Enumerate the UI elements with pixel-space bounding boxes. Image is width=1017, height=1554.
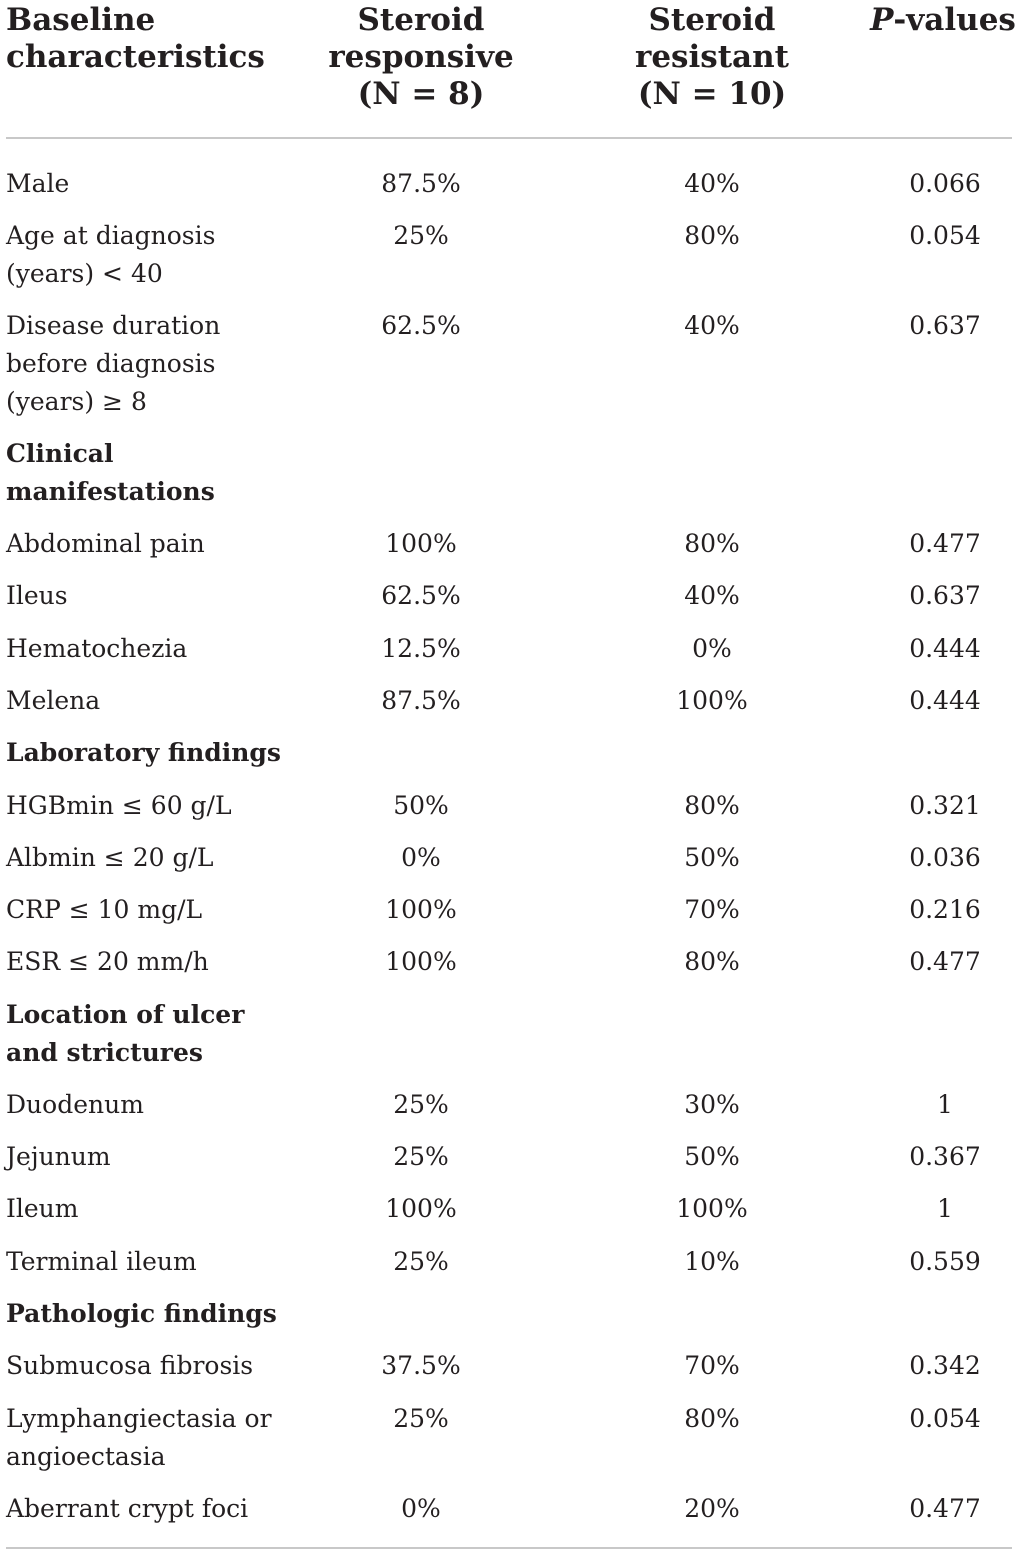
header-p-values: [858, 2, 1017, 39]
label-line: angioectasia: [6, 1441, 166, 1471]
responsive-value: 100%: [385, 529, 457, 558]
responsive-value: 37.5%: [381, 1351, 461, 1381]
p-value: 0.444: [909, 633, 981, 663]
label-line: ESR ≤ 20 mm/h: [6, 947, 209, 977]
label-line: Age at diagnosis: [6, 221, 216, 251]
p-value: 0.637: [909, 311, 981, 341]
p-value: 1: [937, 1194, 953, 1224]
header-line: Steroid: [357, 2, 485, 38]
label-line: Abdominal pain: [6, 529, 205, 558]
label-line: Hematochezia: [6, 633, 188, 663]
label-line: Pathologic findings: [6, 1298, 277, 1328]
responsive-value: 100%: [385, 895, 457, 925]
responsive-value: 100%: [385, 947, 457, 977]
resistant-value: 30%: [684, 1089, 740, 1119]
resistant-value: 80%: [684, 529, 740, 558]
header-line: [858, 2, 1017, 39]
resistant-value: 40%: [684, 169, 740, 198]
row-label: [6, 525, 306, 563]
header-steroid-resistant: [592, 2, 832, 113]
p-value: 0.444: [909, 685, 981, 715]
row-label: [6, 682, 306, 720]
p-value: 0.036: [909, 842, 981, 872]
label-line: (years) < 40: [6, 259, 163, 289]
row-label: [6, 1190, 306, 1228]
label-line: CRP ≤ 10 mg/L: [6, 895, 203, 925]
row-label: [6, 1243, 306, 1281]
resistant-value: 50%: [684, 1142, 740, 1171]
resistant-value: 50%: [684, 842, 740, 872]
label-line: Jejunum: [6, 1142, 111, 1171]
header-line: resistant: [634, 39, 789, 75]
label-line: Lymphangiectasia or: [6, 1403, 272, 1433]
responsive-value: 25%: [393, 1142, 449, 1171]
responsive-value: 25%: [393, 1403, 449, 1433]
row-label: [6, 1400, 306, 1476]
row-label: [6, 891, 306, 929]
responsive-value: 87.5%: [381, 685, 461, 715]
label-line: Aberrant crypt foci: [6, 1493, 249, 1523]
p-value: 0.477: [909, 947, 981, 977]
label-line: Ileus: [6, 581, 68, 611]
responsive-value: 0%: [401, 842, 441, 872]
responsive-value: 25%: [393, 1246, 449, 1276]
resistant-value: 80%: [684, 221, 740, 251]
row-label: [6, 1086, 306, 1124]
label-line: before diagnosis: [6, 349, 216, 379]
label-line: Terminal ileum: [6, 1246, 197, 1276]
p-value: 0.637: [909, 581, 981, 611]
resistant-value: 0%: [692, 633, 732, 663]
label-line: and strictures: [6, 1037, 203, 1067]
label-line: Albmin ≤ 20 g/L: [6, 842, 214, 872]
label-line: manifestations: [6, 477, 215, 506]
header-baseline-characteristics: [6, 2, 326, 76]
responsive-value: 0%: [401, 1493, 441, 1523]
label-line: Duodenum: [6, 1089, 144, 1119]
row-label: [6, 1490, 306, 1528]
resistant-value: 80%: [684, 947, 740, 977]
responsive-value: 87.5%: [381, 169, 461, 198]
row-label: [6, 217, 306, 293]
row-label: [6, 577, 306, 615]
p-value: 0.367: [909, 1142, 981, 1171]
resistant-value: 20%: [684, 1493, 740, 1523]
resistant-value: 80%: [684, 790, 740, 820]
label-line: Clinical: [6, 439, 114, 468]
label-line: Male: [6, 169, 70, 198]
responsive-value: 25%: [393, 221, 449, 251]
section-label: [6, 435, 306, 511]
p-value: 0.054: [909, 221, 981, 251]
p-value: 0.559: [909, 1246, 981, 1276]
row-label: [6, 165, 306, 203]
row-label: [6, 1138, 306, 1176]
label-line: Disease duration: [6, 311, 221, 341]
p-value: 0.342: [909, 1351, 981, 1381]
header-line: (N = 10): [637, 76, 787, 112]
footer-rule: [6, 1547, 1012, 1549]
header-line: Steroid: [648, 2, 776, 38]
row-label: [6, 839, 306, 877]
resistant-value: 100%: [676, 1194, 748, 1224]
responsive-value: 25%: [393, 1089, 449, 1119]
p-value: 0.216: [909, 895, 981, 925]
label-line: Melena: [6, 685, 101, 715]
section-label: [6, 996, 306, 1072]
row-label: [6, 307, 306, 421]
responsive-value: 100%: [385, 1194, 457, 1224]
section-label: [6, 734, 306, 772]
p-value: 0.066: [909, 169, 981, 198]
label-line: HGBmin ≤ 60 g/L: [6, 790, 232, 820]
header-steroid-responsive: [301, 2, 541, 113]
header-line: (N = 8): [357, 76, 485, 112]
responsive-value: 12.5%: [381, 633, 461, 663]
resistant-value: 40%: [684, 311, 740, 341]
row-label: [6, 943, 306, 981]
header-rule: [6, 137, 1012, 139]
label-line: Laboratory findings: [6, 738, 281, 768]
label-line: Location of ulcer: [6, 999, 245, 1029]
label-line: Ileum: [6, 1194, 79, 1224]
resistant-value: 100%: [676, 685, 748, 715]
header-line: characteristics: [6, 39, 265, 75]
p-value: 0.054: [909, 1403, 981, 1433]
resistant-value: 40%: [684, 581, 740, 611]
header-p-italic: P: [870, 2, 894, 38]
p-value: 0.321: [909, 790, 981, 820]
resistant-value: 80%: [684, 1403, 740, 1433]
row-label: [6, 630, 306, 668]
label-line: Submucosa fibrosis: [6, 1351, 254, 1381]
responsive-value: 50%: [393, 790, 449, 820]
resistant-value: 10%: [684, 1246, 740, 1276]
row-label: [6, 1347, 306, 1385]
header-line: Baseline: [6, 2, 156, 38]
row-label: [6, 787, 306, 825]
resistant-value: 70%: [684, 1351, 740, 1381]
header-p-rest: -values: [893, 2, 1016, 38]
header-line: responsive: [328, 39, 514, 75]
section-label: [6, 1295, 306, 1333]
p-value: 1: [937, 1089, 953, 1119]
label-line: (years) ≥ 8: [6, 387, 147, 417]
p-value: 0.477: [909, 529, 981, 558]
responsive-value: 62.5%: [381, 311, 461, 341]
p-value: 0.477: [909, 1493, 981, 1523]
resistant-value: 70%: [684, 895, 740, 925]
responsive-value: 62.5%: [381, 581, 461, 611]
